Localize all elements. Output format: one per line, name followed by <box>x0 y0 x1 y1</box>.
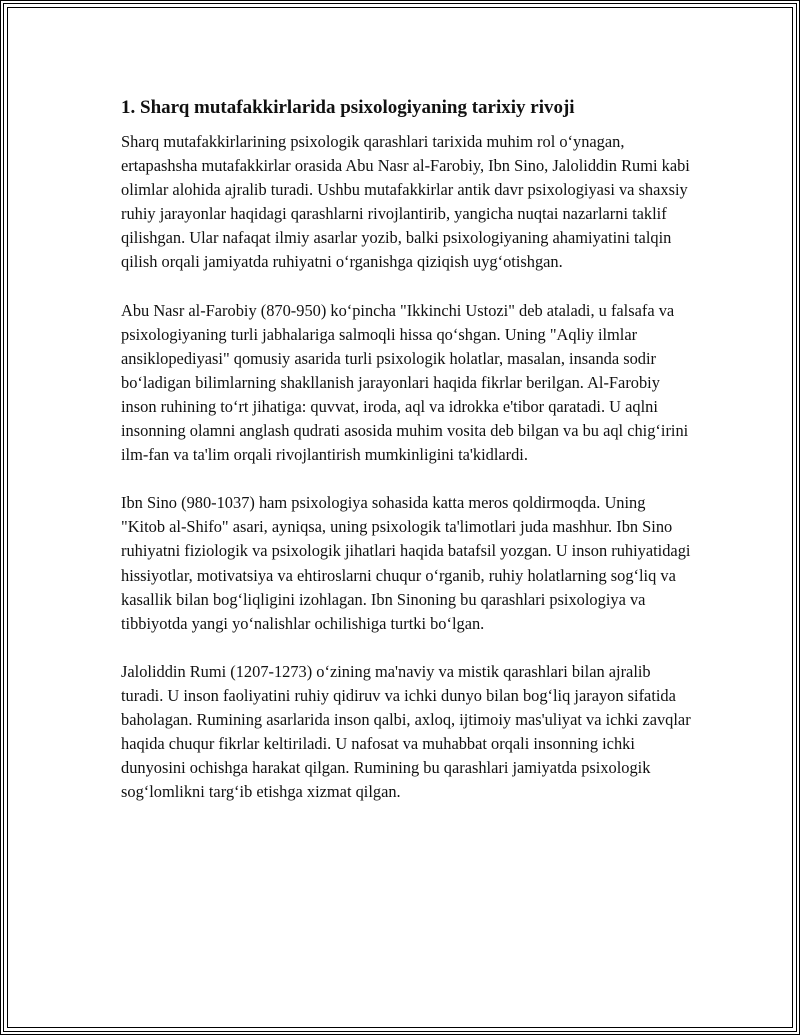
paragraph-intro: Sharq mutafakkirlarining psixologik qarashlari tarixida muhim rol o‘ynagan, ertapashsha mutafakkirlar orasida Abu Nasr al-Farobiy, Ibn Sino, Jaloliddin Rumi kabi olimlar alohida ajralib turadi. Ushbu mutafakkirlar antik davr psixologiyasi va shaxsiy ruhiy jarayonlar haqidagi qarashlarni rivojlantirib, yangicha nuqtai nazarlarni taklif qilishgan. Ular nafaqat ilmiy asarlar yozib, balki psixologiyaning ahamiyatini talqin qilish orqali jamiyatda ruhiyatni o‘rganishga qiziqish uyg‘otishgan. <box>121 132 690 272</box>
paragraph-farobiy: Abu Nasr al-Farobiy (870-950) ko‘pincha "Ikkinchi Ustozi" deb ataladi, u falsafa va psixologiyaning turli jabhalariga salmoqli hissa qo‘shgan. Uning "Aqliy ilmlar ansiklopediyasi" qomusiy asarida turli psixologik holatlar, masalan, insanda sodir bo‘ladigan bilimlarning shakllanish jarayonlari haqida fikrlar berilgan. Al-Farobiy inson ruhining to‘rt jihatiga: quvvat, iroda, aql va idrokka e'tibor qaratadi. U aqlni insonning olamni anglash qudrati asosida muhim vosita deb bilgan va bu aql chig‘irini ilm-fan va ta'lim orqali rivojlantirish mumkinligini ta'kidlardi. <box>121 300 689 465</box>
paragraph-rumi: Jaloliddin Rumi (1207-1273) o‘zining ma'naviy va mistik qarashlari bilan ajralib turadi. U inson faoliyatini ruhiy qidiruv va ichki dunyo bilan bog‘liq jarayon sifatida baholagan. Rumining asarlarida inson qalbi, axloq, ijtimoiy mas'uliyat va ichki zavqlar haqida chuqur fikrlar keltiriladi. U nafosat va muhabbat orqali insonning ichki dunyosini ochishga harakat qilgan. Rumining bu qarashlari jamiyatda psixologik sog‘lomlikni targ‘ib etishga xizmat qilgan. <box>121 661 691 802</box>
document-body <box>121 96 691 828</box>
section-heading: 1. Sharq mutafakkirlarida psixologiyaning tarixiy rivoji <box>121 97 575 118</box>
paragraph-ibn-sino: Ibn Sino (980-1037) ham psixologiya sohasida katta meros qoldirmoqda. Uning "Kitob al-Shifo" asari, ayniqsa, uning psixologik ta'limotlari juda mashhur. Ibn Sino ruhiyatni fiziologik va psixologik jihatlari haqida batafsil yozgan. U inson ruhiyatidagi hissiyotlar, motivatsiya va ehtiroslarni chuqur o‘rganib, ruhiy holatlarning sog‘liq va kasallik bilan bog‘liqligini izohlagan. Ibn Sinoning bu qarashlari psixologiya va tibbiyotda yangi yo‘nalishlar ochilishiga turtki bo‘lgan. <box>121 493 691 633</box>
